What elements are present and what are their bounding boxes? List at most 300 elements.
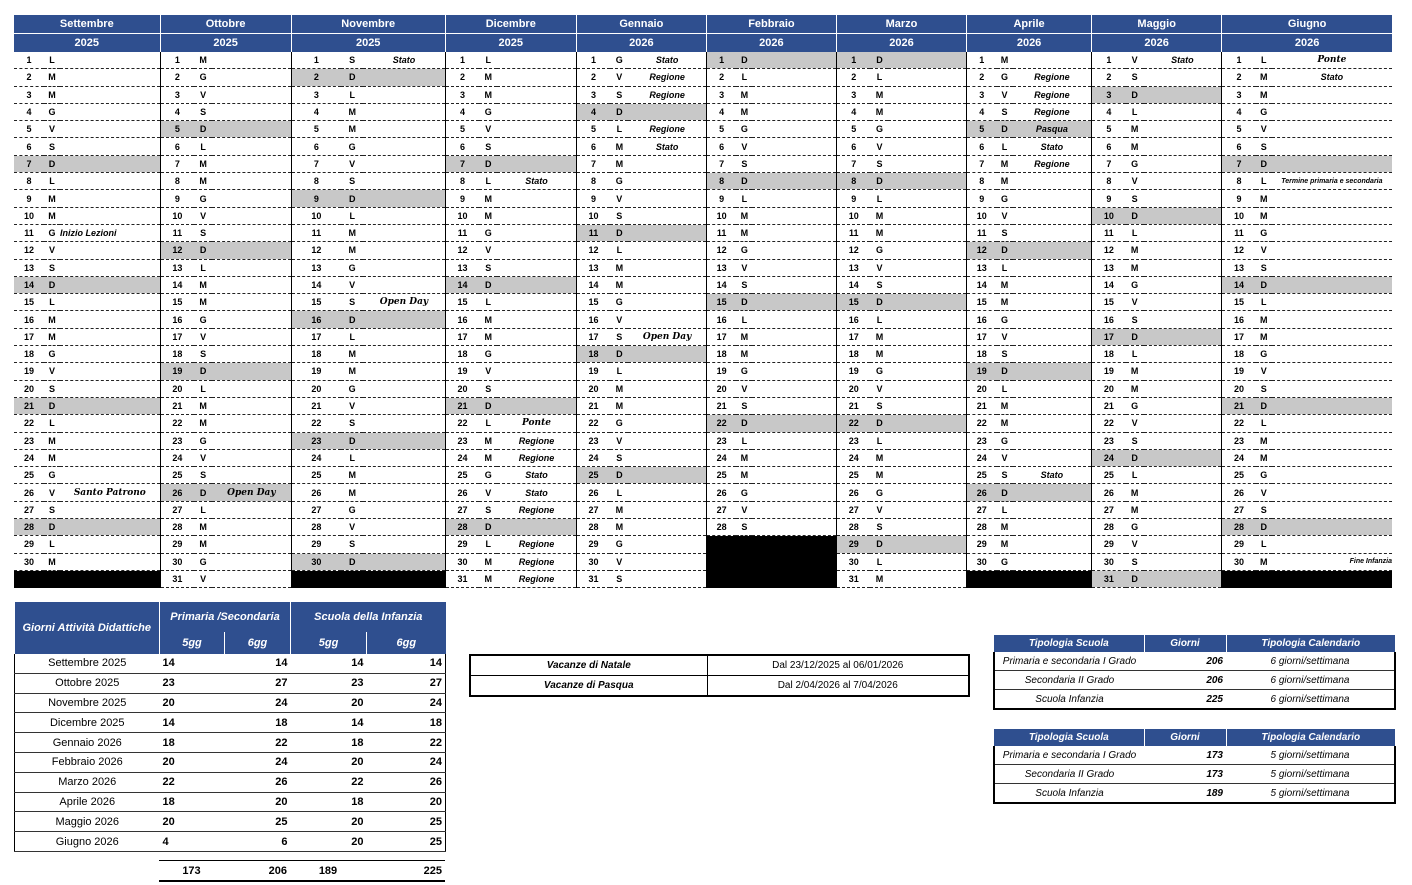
day-number: 12 [706,242,736,259]
month-name: Giugno [1222,15,1392,34]
day-number: 2 [836,69,870,86]
summary-value: 23 [291,673,367,693]
day-number: 16 [160,311,194,328]
day-note [628,570,706,587]
day-note [752,449,836,466]
day-note [752,432,836,449]
day-note [1272,311,1392,328]
weekday-letter: L [610,363,628,380]
day-number: 26 [576,484,610,501]
day-note: Regione [628,69,706,86]
summary-value: 26 [225,772,291,792]
day-note [1013,173,1092,190]
weekday-letter: V [194,328,212,345]
summary-value: 25 [367,812,446,832]
day-number: 4 [706,103,736,120]
typ-header: Giorni [1144,729,1226,746]
day-number: 20 [967,380,997,397]
day-note [1272,501,1392,518]
weekday-letter: V [1126,536,1144,553]
weekday-letter: G [997,553,1013,570]
weekday-letter: L [341,449,363,466]
weekday-letter: L [1256,415,1272,432]
day-number: 3 [160,86,194,103]
weekday-letter: M [997,276,1013,293]
day-note [752,155,836,172]
day-note [752,467,836,484]
weekday-letter: D [479,397,497,414]
day-number: 2 [14,69,44,86]
day-number: 13 [1092,259,1126,276]
day-note [1272,224,1392,241]
day-number: 30 [1092,553,1126,570]
day-number: 21 [967,397,997,414]
weekday-letter: M [997,397,1013,414]
weekday-letter: M [1256,190,1272,207]
weekday-letter: V [341,155,363,172]
weekday-letter: V [610,311,628,328]
day-number: 31 [836,570,870,587]
vacation-value: Dal 2/04/2026 al 7/04/2026 [707,676,969,697]
day-note [1013,363,1092,380]
calendar-row [14,380,1392,397]
day-number: 28 [576,519,610,536]
day-note [1272,276,1392,293]
day-note [888,397,966,414]
weekday-letter: G [194,190,212,207]
day-number: 13 [445,259,479,276]
day-note [1272,346,1392,363]
day-note [212,570,291,587]
day-note [1013,536,1092,553]
month-year: 2026 [836,34,966,53]
day-note: Ponte [497,415,576,432]
day-number: 30 [14,553,44,570]
day-note [1272,242,1392,259]
calendar-row [14,363,1392,380]
weekday-letter: D [1256,155,1272,172]
day-note: Stato [1013,467,1092,484]
weekday-letter: D [44,397,60,414]
day-note: Regione [628,121,706,138]
day-note [363,553,445,570]
weekday-letter: S [870,276,888,293]
weekday-letter: M [194,519,212,536]
day-note: Regione [497,570,576,587]
day-note: Open Day [628,328,706,345]
weekday-letter: V [736,380,752,397]
weekday-letter: M [736,467,752,484]
weekday-letter: S [1126,553,1144,570]
weekday-letter: M [736,328,752,345]
day-number: 5 [160,121,194,138]
typ-header: Giorni [1144,635,1226,652]
day-note: Regione [497,432,576,449]
summary-value: 18 [291,792,367,812]
weekday-letter: V [44,363,60,380]
day-number: 9 [14,190,44,207]
day-number: 12 [836,242,870,259]
day-note [628,484,706,501]
month-name: Marzo [836,15,966,34]
day-number: 14 [291,276,341,293]
typ-calendar: 5 giorni/settimana [1226,746,1395,765]
day-number: 14 [967,276,997,293]
day-number: 7 [706,155,736,172]
weekday-letter: V [1126,52,1144,69]
day-number: 13 [576,259,610,276]
weekday-letter: D [194,242,212,259]
school-calendar [14,15,1392,588]
day-number: 22 [836,415,870,432]
day-note [212,328,291,345]
day-note [212,536,291,553]
weekday-letter: D [341,432,363,449]
day-note [1144,346,1222,363]
summary-sub: 5gg [291,632,367,654]
day-number: 15 [836,294,870,311]
day-note [363,467,445,484]
day-number: 12 [14,242,44,259]
day-note [1272,138,1392,155]
weekday-letter: M [341,103,363,120]
weekday-letter: M [479,570,497,587]
day-note [497,363,576,380]
weekday-letter: G [1256,224,1272,241]
calendar-row [14,173,1392,190]
weekday-letter: D [479,276,497,293]
day-note [1013,224,1092,241]
weekday-letter: M [44,328,60,345]
day-number: 26 [836,484,870,501]
weekday-letter: V [997,328,1013,345]
day-note [888,553,966,570]
day-note [497,294,576,311]
weekday-letter: V [479,242,497,259]
day-note [1272,415,1392,432]
summary-value: 18 [225,713,291,733]
calendar-row [14,69,1392,86]
day-number: 23 [706,432,736,449]
day-number: 29 [576,536,610,553]
day-note [212,363,291,380]
day-number: 1 [706,52,736,69]
tipologia-6-days-table [993,635,1396,710]
month-year: 2026 [576,34,706,53]
weekday-letter: D [870,52,888,69]
day-note [1013,519,1092,536]
day-note: Regione [1013,86,1092,103]
day-note [60,69,160,86]
day-note [60,138,160,155]
day-note [628,432,706,449]
day-number: 28 [445,519,479,536]
summary-sub: 6gg [225,632,291,654]
day-number: 22 [967,415,997,432]
weekday-letter: D [194,363,212,380]
day-number: 10 [576,207,610,224]
weekday-letter: S [341,294,363,311]
day-note [60,52,160,69]
month-name: Aprile [967,15,1092,34]
day-note [752,311,836,328]
day-number: 6 [967,138,997,155]
day-number: 6 [291,138,341,155]
day-number: 24 [445,449,479,466]
day-number: 13 [291,259,341,276]
calendar-row [14,432,1392,449]
day-note [60,242,160,259]
weekday-letter: V [1256,242,1272,259]
day-number [291,570,341,587]
month-year: 2025 [160,34,291,53]
day-number: 12 [445,242,479,259]
weekday-letter: G [997,432,1013,449]
day-number: 8 [706,173,736,190]
calendar-row [14,155,1392,172]
day-number: 16 [576,311,610,328]
month-year: 2026 [706,34,836,53]
weekday-letter: D [736,52,752,69]
day-number: 30 [445,553,479,570]
day-note [1013,259,1092,276]
day-note [888,276,966,293]
weekday-letter: D [479,519,497,536]
weekday-letter: V [736,138,752,155]
summary-group-infanzia: Scuola della Infanzia [291,602,446,632]
typ-days: 225 [1144,690,1226,710]
day-number: 14 [1222,276,1256,293]
day-note [752,242,836,259]
day-note [752,259,836,276]
weekday-letter: D [341,311,363,328]
weekday-letter: G [479,103,497,120]
day-note [752,536,836,553]
typ-days: 206 [1144,652,1226,671]
day-note [628,501,706,518]
day-note [60,536,160,553]
day-note [1013,501,1092,518]
weekday-letter: D [44,519,60,536]
summary-value: 18 [367,713,446,733]
day-number: 27 [1222,501,1256,518]
weekday-letter: D [997,484,1013,501]
weekday-letter [736,553,752,570]
day-note [363,311,445,328]
weekday-letter: L [870,69,888,86]
weekday-letter: G [997,69,1013,86]
day-number: 9 [706,190,736,207]
day-note [363,242,445,259]
day-note [497,276,576,293]
weekday-letter: M [194,276,212,293]
summary-row [15,832,446,852]
day-note [628,242,706,259]
day-number: 5 [1092,121,1126,138]
calendar-row [14,519,1392,536]
weekday-letter: M [44,553,60,570]
summary-value: 24 [367,693,446,713]
day-number: 15 [1092,294,1126,311]
day-note [363,415,445,432]
day-note: Stato [1144,52,1222,69]
day-number: 17 [14,328,44,345]
day-note [212,397,291,414]
weekday-letter: D [1256,519,1272,536]
calendar-row [14,190,1392,207]
summary-sub: 6gg [367,632,446,654]
weekday-letter: S [736,519,752,536]
day-note [60,397,160,414]
weekday-letter: G [341,259,363,276]
weekday-letter: M [1256,449,1272,466]
weekday-letter: D [870,173,888,190]
day-note [888,121,966,138]
day-note [628,397,706,414]
day-number: 8 [1222,173,1256,190]
weekday-letter: D [736,294,752,311]
weekday-letter: S [44,259,60,276]
day-number: 5 [291,121,341,138]
weekday-letter: S [194,103,212,120]
day-number: 1 [1222,52,1256,69]
day-note [60,467,160,484]
day-note [60,173,160,190]
weekday-letter: D [870,536,888,553]
day-note [1013,276,1092,293]
day-number: 20 [836,380,870,397]
weekday-letter: M [610,397,628,414]
weekday-letter [341,570,363,587]
day-note [212,346,291,363]
weekday-letter: D [997,242,1013,259]
day-number: 11 [445,224,479,241]
day-number: 20 [706,380,736,397]
day-note [752,415,836,432]
summary-value: 20 [291,832,367,852]
weekday-letter: S [736,155,752,172]
day-note [212,501,291,518]
day-note [60,190,160,207]
day-note [888,501,966,518]
weekday-letter: M [44,449,60,466]
weekday-letter: M [1126,259,1144,276]
weekday-letter: L [194,259,212,276]
day-number: 29 [1092,536,1126,553]
weekday-letter: D [1256,276,1272,293]
day-number: 9 [1222,190,1256,207]
day-number: 1 [576,52,610,69]
typ-header: Tipologia Scuola [994,729,1144,746]
weekday-letter: M [1126,380,1144,397]
day-note [628,173,706,190]
day-number: 15 [706,294,736,311]
day-note [497,519,576,536]
day-note [1144,432,1222,449]
weekday-letter: M [1256,432,1272,449]
day-note: Stato [497,173,576,190]
weekday-letter: L [44,52,60,69]
day-note [212,173,291,190]
day-note [1144,138,1222,155]
weekday-letter: V [341,397,363,414]
day-number: 7 [160,155,194,172]
day-note [752,276,836,293]
day-note [212,311,291,328]
day-note: Stato [1013,138,1092,155]
weekday-letter: M [479,449,497,466]
weekday-letter: M [194,155,212,172]
day-note [628,346,706,363]
day-number: 5 [967,121,997,138]
day-note [1144,501,1222,518]
day-number: 6 [1092,138,1126,155]
weekday-letter: S [479,259,497,276]
weekday-letter: M [1256,207,1272,224]
weekday-letter: S [870,397,888,414]
day-number: 7 [1222,155,1256,172]
day-note [1013,346,1092,363]
weekday-letter: V [1126,415,1144,432]
day-note [1272,467,1392,484]
day-number: 18 [291,346,341,363]
day-note [1144,276,1222,293]
weekday-letter: L [870,190,888,207]
typ-days: 206 [1144,671,1226,690]
summary-month: Maggio 2026 [15,812,160,832]
day-note [888,380,966,397]
day-note [1013,242,1092,259]
day-number: 31 [1092,570,1126,587]
day-note: Regione [1013,155,1092,172]
day-number: 8 [160,173,194,190]
vacation-value: Dal 23/12/2025 al 06/01/2026 [707,655,969,676]
day-number: 1 [291,52,341,69]
weekday-letter: L [610,484,628,501]
day-number: 18 [967,346,997,363]
weekday-letter: D [1126,86,1144,103]
day-note [212,415,291,432]
day-note [1272,155,1392,172]
weekday-letter: L [610,121,628,138]
weekday-letter: G [870,363,888,380]
day-number: 16 [1092,311,1126,328]
day-note [752,207,836,224]
summary-value: 22 [160,772,225,792]
weekday-letter: V [1126,173,1144,190]
day-number: 21 [1222,397,1256,414]
day-number: 6 [14,138,44,155]
summary-value: 20 [367,792,446,812]
day-note [497,207,576,224]
typ-calendar: 5 giorni/settimana [1226,765,1395,784]
day-note: Fine Infanzia [1272,553,1392,570]
summary-value: 22 [367,733,446,753]
day-number: 19 [967,363,997,380]
day-note [888,173,966,190]
weekday-letter: L [1256,536,1272,553]
day-number: 29 [1222,536,1256,553]
day-number: 27 [291,501,341,518]
day-number: 2 [706,69,736,86]
summary-month: Marzo 2026 [15,772,160,792]
calendar-row [14,52,1392,69]
day-note [628,103,706,120]
day-number: 4 [160,103,194,120]
day-number: 26 [160,484,194,501]
vacation-row [470,676,969,697]
day-number: 10 [291,207,341,224]
